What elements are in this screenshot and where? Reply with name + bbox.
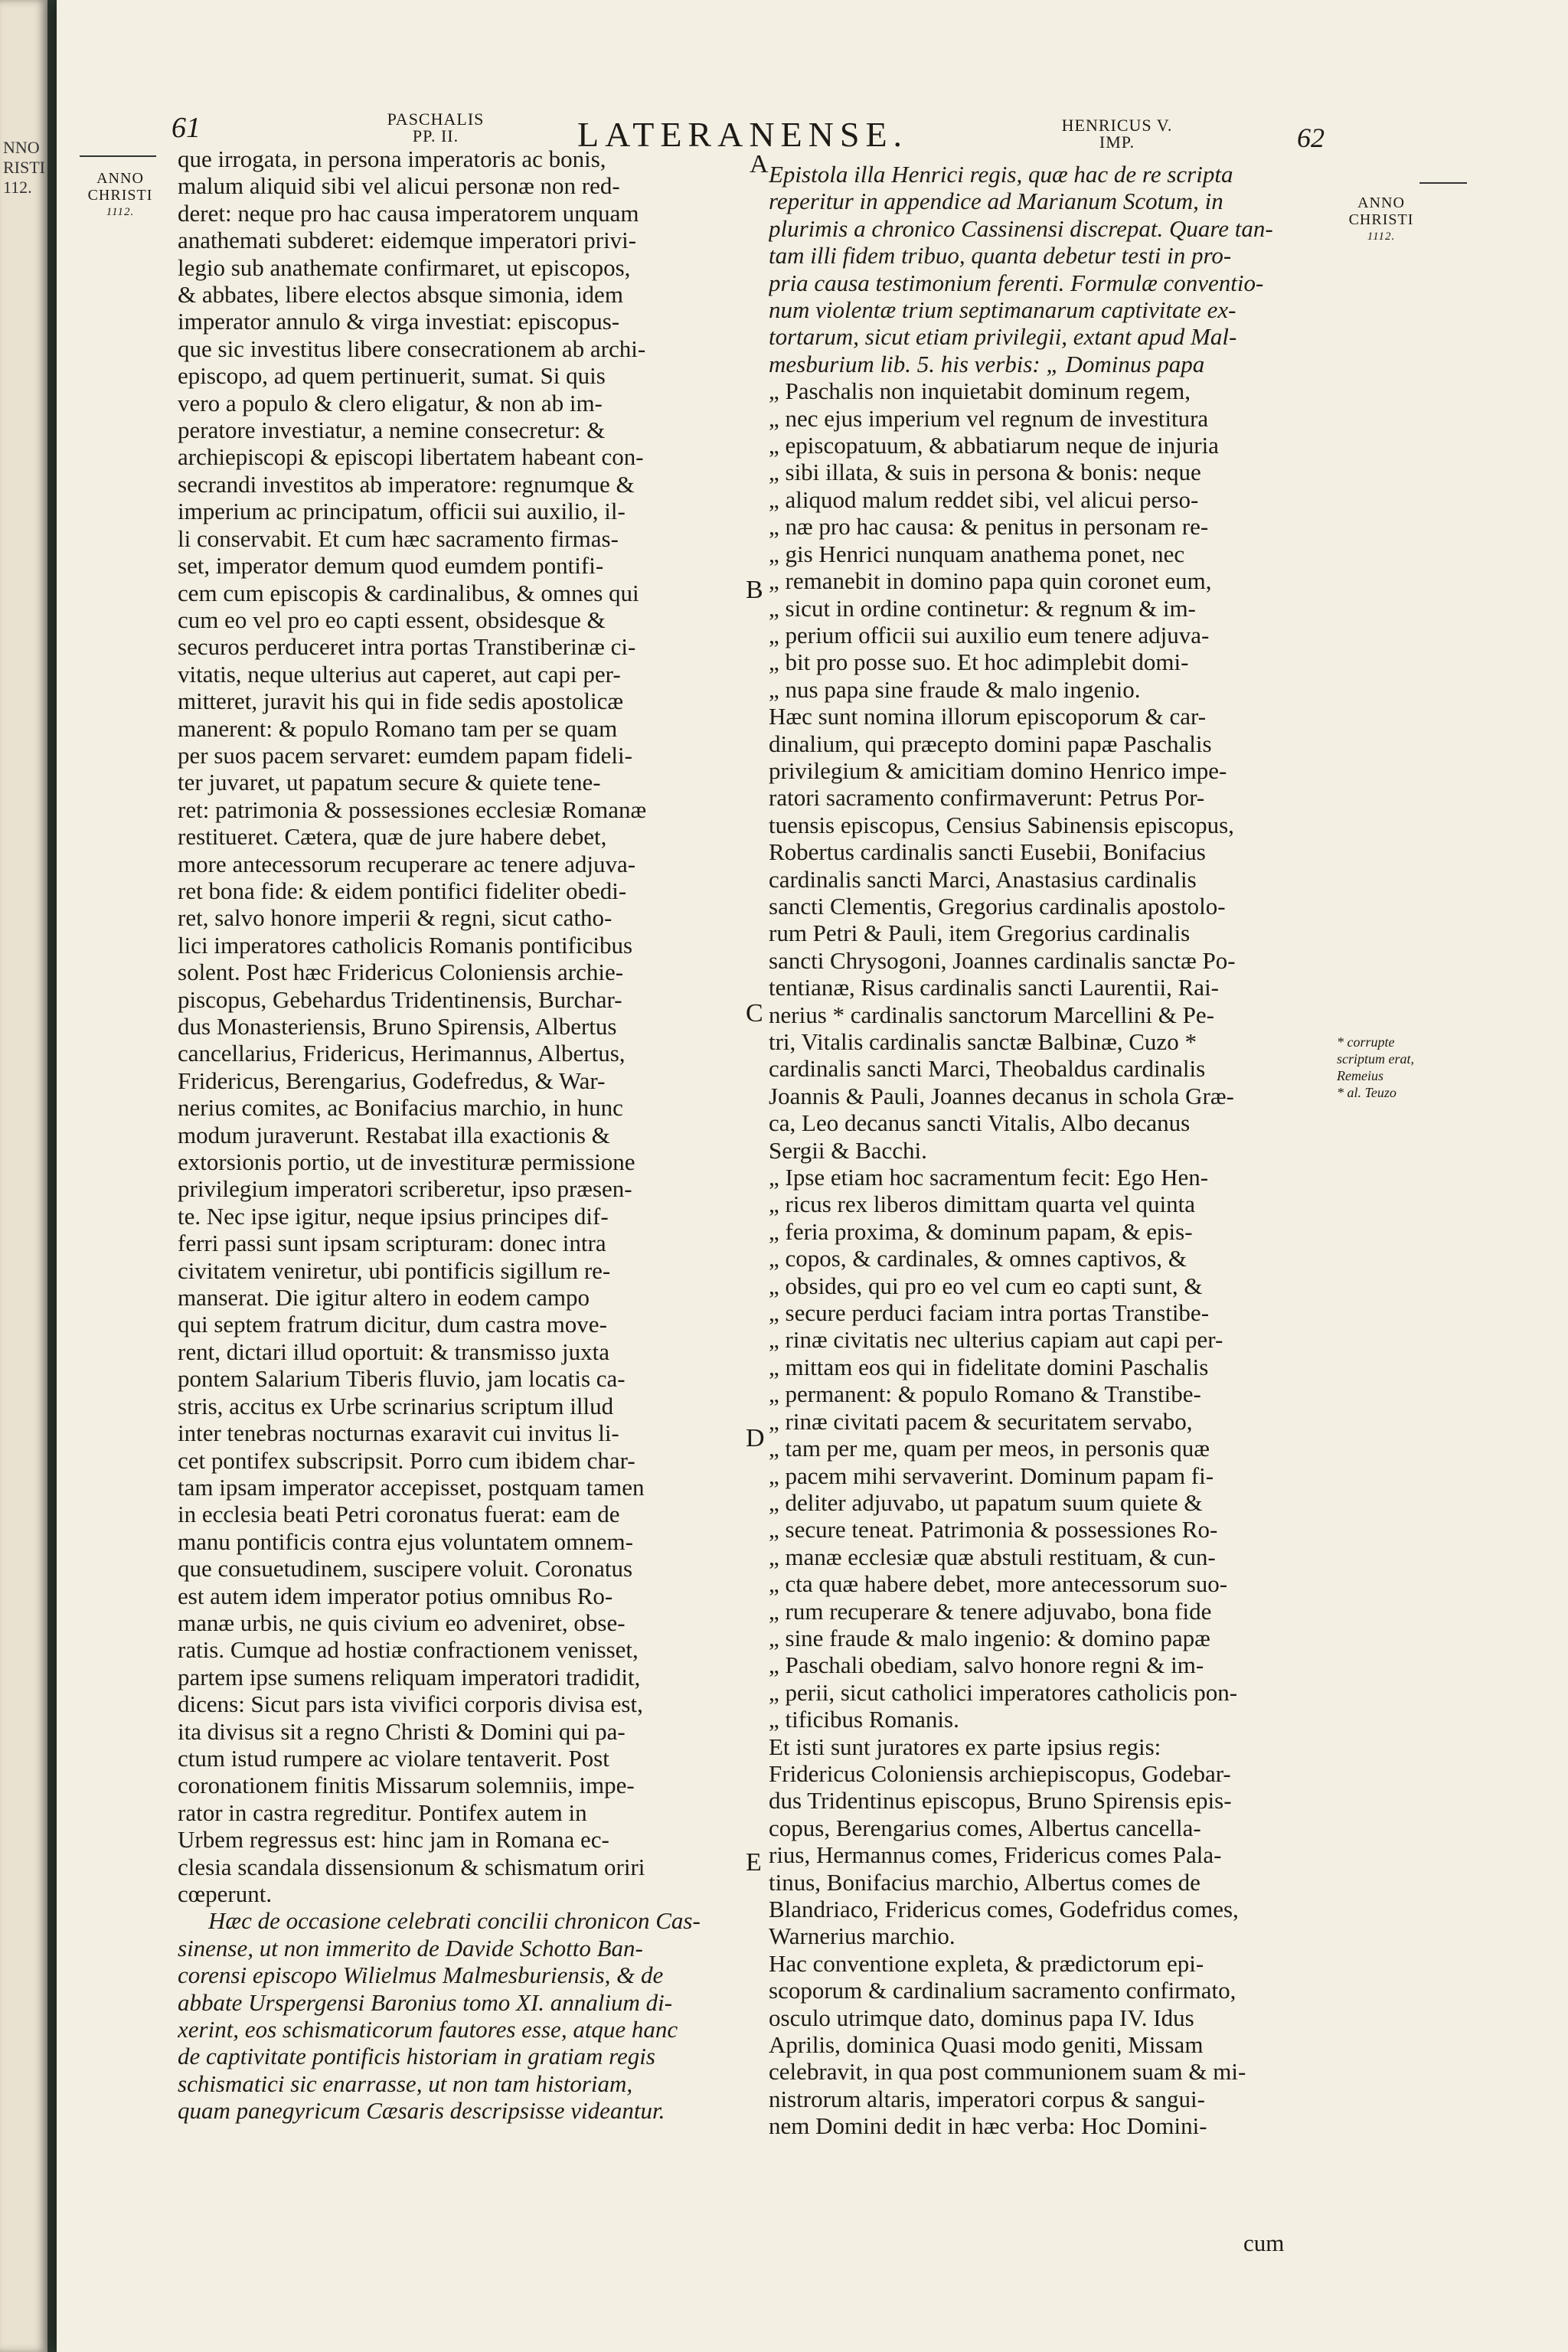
text-line: „ permanent: & populo Romano & Transtibe- — [769, 1380, 1201, 1408]
text-line: cum eo vel pro eo capti essent, obsidesque & — [178, 606, 606, 633]
text-line: stris, accitus ex Urbe scrinarius scriptum illud — [178, 1392, 614, 1419]
text-line: plurimis a chronico Cassinensi discrepat. Quare tan- — [769, 214, 1273, 242]
text-line: modum juraverunt. Restabat illa exactionis & — [178, 1121, 610, 1148]
text-line: „ episcopatuum, & abbatiarum neque de injuria — [769, 432, 1219, 459]
text-line: celebravit, in qua post communionem suam & mi- — [769, 2058, 1246, 2086]
text-line: Epistola illa Henrici regis, quæ hac de re scripta — [769, 161, 1233, 188]
text-line: „ gis Henrici nunquam anathema ponet, nec — [769, 540, 1185, 567]
text-line: set, imperator demum quod eumdem pontifi- — [178, 552, 604, 580]
text-line: peratore investiatur, a nemine consecretur: & — [178, 416, 606, 444]
text-line: per suos pacem servaret: eumdem papam fideli- — [178, 741, 632, 769]
text-line: malum aliquid sibi vel alicui personæ non red- — [178, 172, 620, 200]
text-line: restitueret. Cætera, quæ de jure habere debet, — [178, 823, 607, 851]
text-line: manu pontificis contra ejus voluntatem omnem- — [178, 1527, 633, 1555]
text-line: que consuetudinem, suscipere voluit. Coronatus — [178, 1555, 633, 1583]
text-line: „ pacem mihi servaverint. Dominum papam fi- — [769, 1462, 1214, 1489]
text-line: „ manæ ecclesiæ quæ abstuli restituam, & cun- — [769, 1543, 1216, 1570]
text-line: vero a populo & clero eligatur, & non ab im- — [178, 389, 603, 416]
page-title: LATERANENSE. — [577, 115, 909, 154]
text-line: que sic investitus libere consecrationem ab archi- — [178, 335, 646, 362]
text-line: ctum istud rumpere ac violare tentaverit. Post — [178, 1744, 609, 1772]
text-line: securos perduceret intra portas Transtiberinæ ci- — [178, 633, 636, 661]
text-line: nistrorum altaris, imperatori corpus & sangui- — [769, 2085, 1205, 2112]
text-line: „ feria proxima, & dominum papam, & epis- — [769, 1217, 1193, 1245]
text-line: privilegium imperatori scriberetur, ipso præsen- — [178, 1175, 632, 1203]
text-line: scoporum & cardinalium sacramento confirmato, — [769, 1977, 1236, 2004]
text-line: coronationem finitis Missarum solemniis, impe- — [178, 1772, 635, 1799]
text-line: ratis. Cumque ad hostiæ confractionem venisset, — [178, 1636, 639, 1664]
text-line: & abbates, libere electos absque simonia, idem — [178, 281, 623, 309]
text-line: clesia scandala dissensionum & schismatum oriri — [178, 1853, 645, 1880]
text-line: schismatici sic enarrasse, ut non tam historiam, — [178, 2069, 633, 2097]
text-line: ita divisus sit a regno Christi & Domini qui pa- — [178, 1717, 626, 1745]
text-line: Sergii & Bacchi. — [769, 1136, 927, 1164]
text-line: cardinalis sancti Marci, Anastasius cardinalis — [769, 865, 1197, 893]
margin-year-left: ANNO CHRISTI 1112. — [87, 170, 153, 218]
text-line: piscopus, Gebehardus Tridentinensis, Burchar- — [178, 985, 622, 1013]
text-line: archiepiscopi & episcopi libertatem habeant con- — [178, 443, 644, 471]
text-line: „ cta quæ habere debet, more antecessorum suo- — [769, 1570, 1228, 1598]
text-line: abbate Urspergensi Baronius tomo XI. annalium di- — [178, 1988, 673, 2016]
text-line: „ sicut in ordine continetur: & regnum & im- — [769, 594, 1196, 622]
text-line: ret, salvo honore imperii & regni, sicut catho- — [178, 904, 612, 932]
text-line: tortarum, sicut etiam privilegii, extant apud Mal- — [769, 323, 1237, 351]
text-line: „ secure perduci faciam intra portas Transtibe- — [769, 1299, 1210, 1327]
text-line: Fridericus, Berengarius, Godefredus, & War- — [178, 1067, 606, 1094]
book-page — [57, 0, 1568, 2352]
text-line: quam panegyricum Cæsaris descripsisse videantur. — [178, 2097, 665, 2125]
margin-rule-right — [1419, 182, 1467, 184]
text-line: dinalium, qui præcepto domini papæ Paschalis — [769, 730, 1212, 757]
text-line: „ secure teneat. Patrimonia & possessiones Ro- — [769, 1516, 1218, 1544]
text-line: „ remanebit in domino papa quin coronet eum, — [769, 567, 1212, 595]
text-line: osculo utrimque dato, dominus papa IV. Idus — [769, 2004, 1194, 2031]
text-line: dicens: Sicut pars ista vivifici corporis divisa est, — [178, 1690, 643, 1718]
text-line: mesburium lib. 5. his verbis: „ Dominus papa — [769, 350, 1205, 377]
text-line: „ deliter adjuvabo, ut papatum suum quiete & — [769, 1488, 1203, 1516]
text-line: „ copos, & cardinales, & omnes captivos, & — [769, 1245, 1187, 1272]
text-line: Hac conventione expleta, & prædictorum epi- — [769, 1949, 1204, 1977]
text-line: „ nus papa sine fraude & malo ingenio. — [769, 675, 1141, 703]
text-line: tri, Vitalis cardinalis sanctæ Balbinæ, Cuzo * — [769, 1028, 1197, 1055]
previous-page-margin: NNO RISTI 112. — [3, 138, 45, 197]
text-line: „ Paschali obediam, salvo honore regni & im- — [769, 1651, 1204, 1679]
text-line: est autem idem imperator potius omnibus Ro- — [178, 1582, 613, 1609]
text-line: secrandi investitos ab imperatore: regnumque & — [178, 470, 635, 498]
text-line: Hæc sunt nomina illorum episcoporum & car- — [769, 703, 1207, 730]
margin-rule-left — [80, 155, 156, 157]
text-line: sinense, ut non immerito de Davide Schotto Ban- — [178, 1934, 643, 1962]
text-line: Urbem regressus est: hinc jam in Romana ec- — [178, 1826, 609, 1854]
text-line: rator in castra regreditur. Pontifex autem in — [178, 1798, 587, 1826]
text-line: corensi episcopo Wilielmus Malmesburiensis, & de — [178, 1962, 664, 1989]
text-line: Fridericus Coloniensis archiepiscopus, Godebar- — [769, 1759, 1231, 1787]
text-line: anathemati subderet: eidemque imperatori privi- — [178, 227, 637, 254]
text-line: ter juvaret, ut papatum secure & quiete tene- — [178, 769, 601, 796]
text-line: rum Petri & Pauli, item Gregorius cardinalis — [769, 920, 1191, 947]
text-line: Et isti sunt juratores ex parte ipsius regis: — [769, 1733, 1161, 1760]
text-line: „ obsides, qui pro eo vel cum eo capti sunt, & — [769, 1272, 1203, 1299]
page-number-left: 61 — [172, 112, 201, 144]
page-number-right: 62 — [1297, 122, 1325, 153]
left-column-text — [178, 145, 782, 2125]
text-line: nerius * cardinalis sanctorum Marcellini & Pe- — [769, 1001, 1214, 1028]
text-line: partem ipse sumens reliquam imperatori tradidit, — [178, 1663, 641, 1690]
text-line: Warnerius marchio. — [769, 1922, 956, 1950]
text-line: „ Paschalis non inquietabit dominum regem, — [769, 377, 1191, 405]
text-line: „ rum recuperare & tenere adjuvabo, bona fide — [769, 1597, 1212, 1625]
marginal-variant-note: * corrupte scriptum erat, Remeius * al. Teuzo — [1337, 1034, 1414, 1100]
text-line: tinus, Bonifacius marchio, Albertus comes de — [769, 1868, 1200, 1896]
text-line: dus Tridentinus episcopus, Bruno Spirensis epis- — [769, 1787, 1232, 1815]
text-line: Hæc de occasione celebrati concilii chronicon Cas- — [208, 1907, 701, 1935]
text-line: episcopo, ad quem pertinuerit, sumat. Si quis — [178, 362, 606, 390]
text-line: „ tam per me, quam per meos, in personis quæ — [769, 1435, 1210, 1462]
text-line: imperator annulo & virga investiat: episcopus- — [178, 308, 620, 335]
text-line: manæ urbis, ne quis civium eo adveniret, obse- — [178, 1609, 626, 1636]
text-line: ret: patrimonia & possessiones ecclesiæ Romanæ — [178, 795, 647, 823]
text-line: cancellarius, Fridericus, Herimannus, Albertus, — [178, 1040, 626, 1067]
text-line: legio sub anathemate confirmaret, ut episcopos, — [178, 253, 631, 281]
catchword: cum — [1243, 2230, 1285, 2256]
text-line: imperium ac principatum, officii sui auxilio, il- — [178, 498, 626, 525]
text-line: privilegium & amicitiam domino Henrico impe- — [769, 756, 1227, 784]
text-line: solent. Post hæc Fridericus Coloniensis archie- — [178, 959, 624, 986]
text-line: „ sine fraude & malo ingenio: & domino papæ — [769, 1624, 1210, 1651]
text-line: manserat. Die igitur altero in eodem campo — [178, 1284, 590, 1312]
text-line: te. Nec ipse igitur, neque ipsius principes dif- — [178, 1202, 609, 1230]
text-line: nem Domini dedit in hæc verba: Hoc Domini- — [769, 2112, 1207, 2140]
text-line: civitatem veniretur, ubi pontificis sigillum re- — [178, 1256, 611, 1284]
text-line: „ perium officii sui auxilio eum tenere adjuva- — [769, 621, 1210, 648]
text-line: tam ipsam imperator accepisset, postquam tamen — [178, 1473, 645, 1501]
text-line: Robertus cardinalis sancti Eusebii, Bonifacius — [769, 838, 1206, 866]
text-line: inter tenebras nocturnas exaravit cui invitus li- — [178, 1419, 619, 1447]
text-line: „ ricus rex liberos dimittam quarta vel quinta — [769, 1191, 1195, 1218]
text-line: copus, Berengarius comes, Albertus cancella- — [769, 1814, 1201, 1841]
section-letter-b: B — [746, 576, 763, 604]
text-line: nerius comites, ac Bonifacius marchio, in hunc — [178, 1094, 623, 1122]
text-line: „ Ipse etiam hoc sacramentum fecit: Ego Hen- — [769, 1164, 1209, 1191]
text-line: rent, dictari illud oportuit: & transmisso juxta — [178, 1338, 609, 1365]
text-line: dus Monasteriensis, Bruno Spirensis, Albertus — [178, 1013, 617, 1040]
header-emperor: HENRICUS V. IMP. — [1061, 116, 1173, 152]
text-line: vitatis, neque ulterius aut caperet, aut capi per- — [178, 660, 621, 688]
text-line: in ecclesia beati Petri coronatus fuerat: eam de — [178, 1501, 620, 1528]
text-line: „ rinæ civitatis nec ulterius capiam aut capi per- — [769, 1326, 1223, 1354]
text-line: Aprilis, dominica Quasi modo geniti, Missam — [769, 2031, 1204, 2059]
margin-year-right: ANNO CHRISTI 1112. — [1348, 194, 1414, 243]
text-line: ratori sacramento confirmaverunt: Petrus Por- — [769, 784, 1205, 812]
text-line: sancti Chrysogoni, Joannes cardinalis sanctæ Po- — [769, 946, 1236, 974]
text-line: more antecessorum recuperare ac tenere adjuva- — [178, 850, 636, 877]
text-line: Joannis & Pauli, Joannes decanus in schola Græ- — [769, 1082, 1234, 1109]
text-line: num violentæ trium septimanarum captivitate ex- — [769, 296, 1236, 324]
text-line: xerint, eos schismaticorum fautores esse, atque hanc — [178, 2016, 678, 2043]
text-line: pontem Salarium Tiberis fluvio, jam locatis ca- — [178, 1365, 626, 1393]
text-line: „ rinæ civitati pacem & securitatem servabo, — [769, 1407, 1193, 1435]
text-line: „ tificibus Romanis. — [769, 1706, 959, 1733]
previous-page-edge — [0, 0, 47, 2352]
text-line: pria causa testimonium ferenti. Formulæ conventio- — [769, 269, 1264, 296]
text-line: cardinalis sancti Marci, Theobaldus cardinalis — [769, 1055, 1206, 1083]
text-line: cem cum episcopis & cardinalibus, & omnes qui — [178, 579, 639, 606]
text-line: „ bit pro posse suo. Et hoc adimplebit domi- — [769, 648, 1189, 676]
text-line: li conservabit. Et cum hæc sacramento firmas- — [178, 524, 619, 552]
right-column-text — [769, 161, 1337, 2140]
text-line: tuensis episcopus, Censius Sabinensis episcopus, — [769, 811, 1234, 838]
text-line: que irrogata, in persona imperatoris ac bonis, — [178, 145, 606, 172]
text-line: mitteret, juravit his qui in fide sedis apostolicæ — [178, 688, 624, 715]
text-line: Blandriaco, Fridericus comes, Godefridus comes, — [769, 1896, 1239, 1922]
text-line: deret: neque pro hac causa imperatorem unquam — [178, 199, 639, 227]
text-line: de captivitate pontificis historiam in gratiam regis — [178, 2043, 655, 2070]
text-line: „ perii, sicut catholici imperatores catholicis pon- — [769, 1678, 1238, 1706]
text-line: cœperunt. — [178, 1880, 273, 1907]
text-line: ca, Leo decanus sancti Vitalis, Albo decanus — [769, 1109, 1191, 1137]
text-line: ferri passi sunt ipsam scripturam: donec intra — [178, 1230, 606, 1257]
text-line: manerent: & populo Romano tam per se quam — [178, 714, 618, 742]
text-line: „ næ pro hac causa: & penitus in personam re- — [769, 513, 1209, 541]
text-line: sancti Clementis, Gregorius cardinalis apostolo- — [769, 892, 1226, 920]
text-line: „ sibi illata, & suis in persona & bonis: neque — [769, 459, 1201, 486]
text-line: „ mittam eos qui in fidelitate domini Paschalis — [769, 1353, 1209, 1380]
section-letter-e: E — [746, 1848, 762, 1877]
text-line: „ aliquod malum reddet sibi, vel alicui perso- — [769, 485, 1199, 513]
text-line: tam illi fidem tribuo, quanta debetur testi in pro- — [769, 242, 1232, 270]
section-letter-d: D — [746, 1424, 765, 1452]
text-line: tentianæ, Risus cardinalis sancti Laurentii, Rai- — [769, 974, 1220, 1001]
section-letter-c: C — [746, 999, 763, 1027]
text-line: cet pontifex subscripsit. Porro cum ibidem char- — [178, 1446, 635, 1474]
text-line: rius, Hermannus comes, Fridericus comes Pala- — [769, 1841, 1222, 1869]
text-line: reperitur in appendice ad Marianum Scotum, in — [769, 188, 1223, 215]
text-line: ret bona fide: & eidem pontifici fideliter obedi- — [178, 877, 627, 904]
section-letter-a: A — [750, 150, 769, 178]
text-line: qui septem fratrum dicitur, dum castra move- — [178, 1311, 607, 1338]
text-line: lici imperatores catholicis Romanis pontificibus — [178, 931, 633, 959]
text-line: „ nec ejus imperium vel regnum de investitura — [769, 404, 1209, 432]
text-line: extorsionis portio, ut de investituræ permissione — [178, 1148, 635, 1176]
header-pope: PASCHALIS PP. II. — [387, 109, 485, 145]
